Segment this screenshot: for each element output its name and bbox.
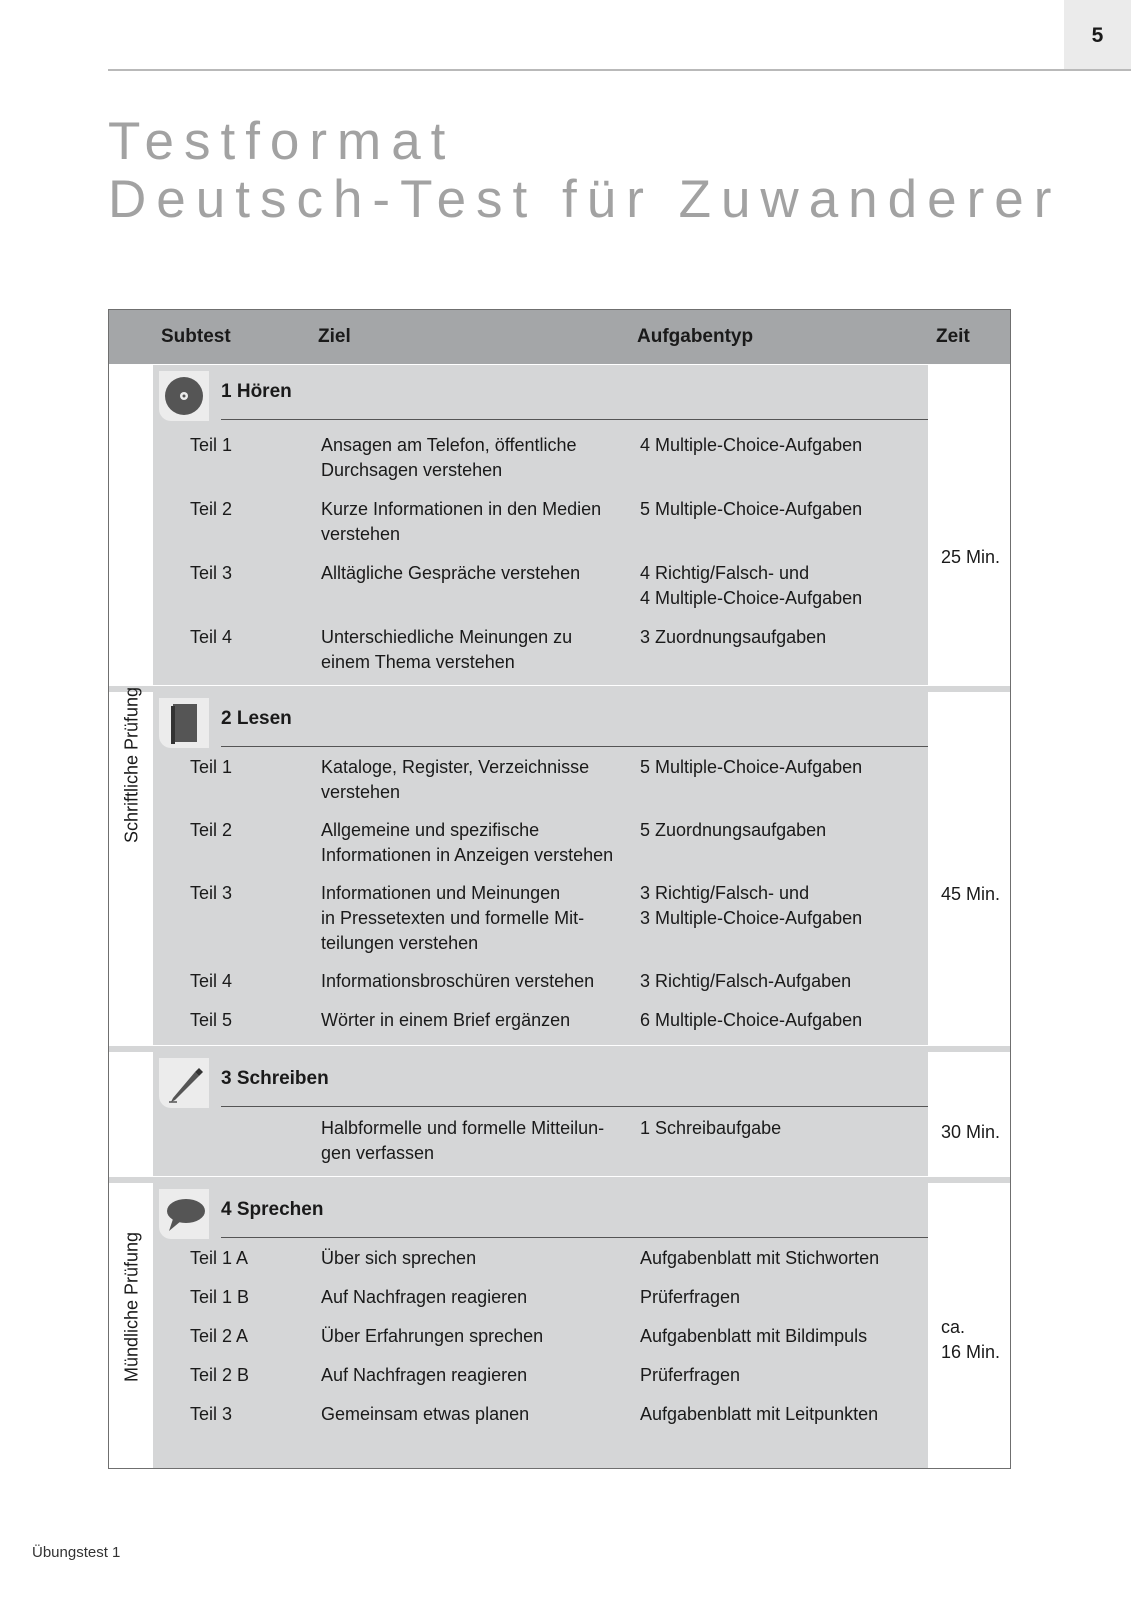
page-number: 5 (1064, 0, 1131, 71)
row-ziel: Auf Nachfragen reagieren (321, 1365, 528, 1385)
row-ziel: Über sich sprechen (321, 1248, 477, 1268)
time-hoeren: 25 Min. (941, 547, 1001, 567)
section-title: 2 Lesen (221, 708, 292, 729)
group-label-oral: Mündliche Prüfung (121, 1231, 142, 1383)
section-sprechen (153, 1183, 928, 1468)
group-label-written: Schriftliche Prüfung (121, 686, 142, 844)
row-typ: Aufgabenblatt mit Bildimpuls (640, 1326, 868, 1346)
row-typ: 4 Multiple-Choice-Aufgaben (640, 435, 863, 455)
title-line-2: Deutsch-Test für Zuwanderer (108, 170, 1062, 229)
test-format-table (108, 309, 1011, 1469)
row-typ: 6 Multiple-Choice-Aufgaben (640, 1010, 863, 1030)
section-rule (221, 1106, 928, 1107)
section-schreiben (153, 1052, 928, 1176)
section-rule (221, 419, 928, 420)
row-ziel: Allgemeine und spezifische Informationen in Anzeigen verstehen (321, 820, 614, 865)
page-title (108, 113, 1061, 229)
row-typ: 3 Zuordnungsaufgaben (640, 627, 827, 647)
row-typ: 5 Zuordnungsaufgaben (640, 820, 827, 840)
row-typ: Aufgabenblatt mit Stichworten (640, 1248, 880, 1268)
row-ziel: Gemeinsam etwas planen (321, 1404, 530, 1424)
row-teil: Teil 2 B (190, 1365, 250, 1385)
section-rule (221, 746, 928, 747)
row-typ: 3 Richtig/Falsch- und 3 Multiple-Choice-Aufgaben (640, 883, 863, 928)
section-hoeren (153, 365, 928, 685)
section-title: 4 Sprechen (221, 1199, 324, 1220)
pencil-icon (159, 1058, 209, 1108)
row-typ: 5 Multiple-Choice-Aufgaben (640, 757, 863, 777)
speech-bubble-icon (159, 1189, 209, 1239)
top-rule (108, 69, 1131, 71)
header-zeit: Zeit (936, 326, 970, 347)
header-aufgabentyp: Aufgabentyp (637, 326, 754, 347)
row-ziel: Auf Nachfragen reagieren (321, 1287, 528, 1307)
table-header (109, 310, 1010, 364)
time-schreiben: 30 Min. (941, 1122, 1001, 1142)
row-ziel: Wörter in einem Brief ergänzen (321, 1010, 571, 1030)
row-typ: 5 Multiple-Choice-Aufgaben (640, 499, 863, 519)
row-teil: Teil 2 A (190, 1326, 249, 1346)
section-rule (221, 1237, 928, 1238)
row-ziel: Kurze Informationen in den Medien verstehen (321, 499, 602, 544)
row-typ: 3 Richtig/Falsch-Aufgaben (640, 971, 852, 991)
row-ziel: Kataloge, Register, Verzeichnisse verstehen (321, 757, 590, 802)
header-ziel: Ziel (318, 326, 351, 347)
title-line-1: Testformat (108, 112, 456, 171)
footer-label: Übungstest 1 (32, 1544, 121, 1561)
section-title: 1 Hören (221, 381, 292, 402)
row-typ: Prüferfragen (640, 1365, 741, 1385)
row-ziel: Halbformelle und formelle Mitteilun- gen verfassen (321, 1118, 605, 1163)
time-lesen: 45 Min. (941, 884, 1001, 904)
row-teil: Teil 3 (190, 1404, 233, 1424)
row-teil: Teil 2 (190, 820, 233, 840)
row-ziel: Über Erfahrungen sprechen (321, 1326, 544, 1346)
row-typ: 4 Richtig/Falsch- und 4 Multiple-Choice-Aufgaben (640, 563, 863, 608)
section-lesen (153, 692, 928, 1045)
row-teil: Teil 1 A (190, 1248, 249, 1268)
section-title: 3 Schreiben (221, 1068, 329, 1089)
book-icon (159, 698, 209, 748)
row-ziel: Alltägliche Gespräche verstehen (321, 563, 581, 583)
row-teil: Teil 1 B (190, 1287, 250, 1307)
cd-icon (159, 371, 209, 421)
row-ziel: Ansagen am Telefon, öffentliche Durchsagen verstehen (321, 435, 577, 480)
row-typ: Aufgabenblatt mit Leitpunkten (640, 1404, 879, 1424)
row-teil: Teil 1 (190, 757, 233, 777)
row-typ: Prüferfragen (640, 1287, 741, 1307)
header-subtest: Subtest (161, 326, 231, 347)
row-teil: Teil 5 (190, 1010, 233, 1030)
row-teil: Teil 4 (190, 627, 233, 647)
row-typ: 1 Schreibaufgabe (640, 1118, 782, 1138)
row-teil: Teil 4 (190, 971, 233, 991)
row-ziel: Unterschiedliche Meinungen zu einem Thema verstehen (321, 627, 573, 672)
row-teil: Teil 2 (190, 499, 233, 519)
row-teil: Teil 3 (190, 563, 233, 583)
row-ziel: Informationen und Meinungen in Pressetexten und formelle Mit- teilungen verstehen (321, 883, 585, 953)
row-teil: Teil 1 (190, 435, 233, 455)
row-teil: Teil 3 (190, 883, 233, 903)
time-sprechen: ca. 16 Min. (941, 1317, 1001, 1362)
row-ziel: Informationsbroschüren verstehen (321, 971, 595, 991)
